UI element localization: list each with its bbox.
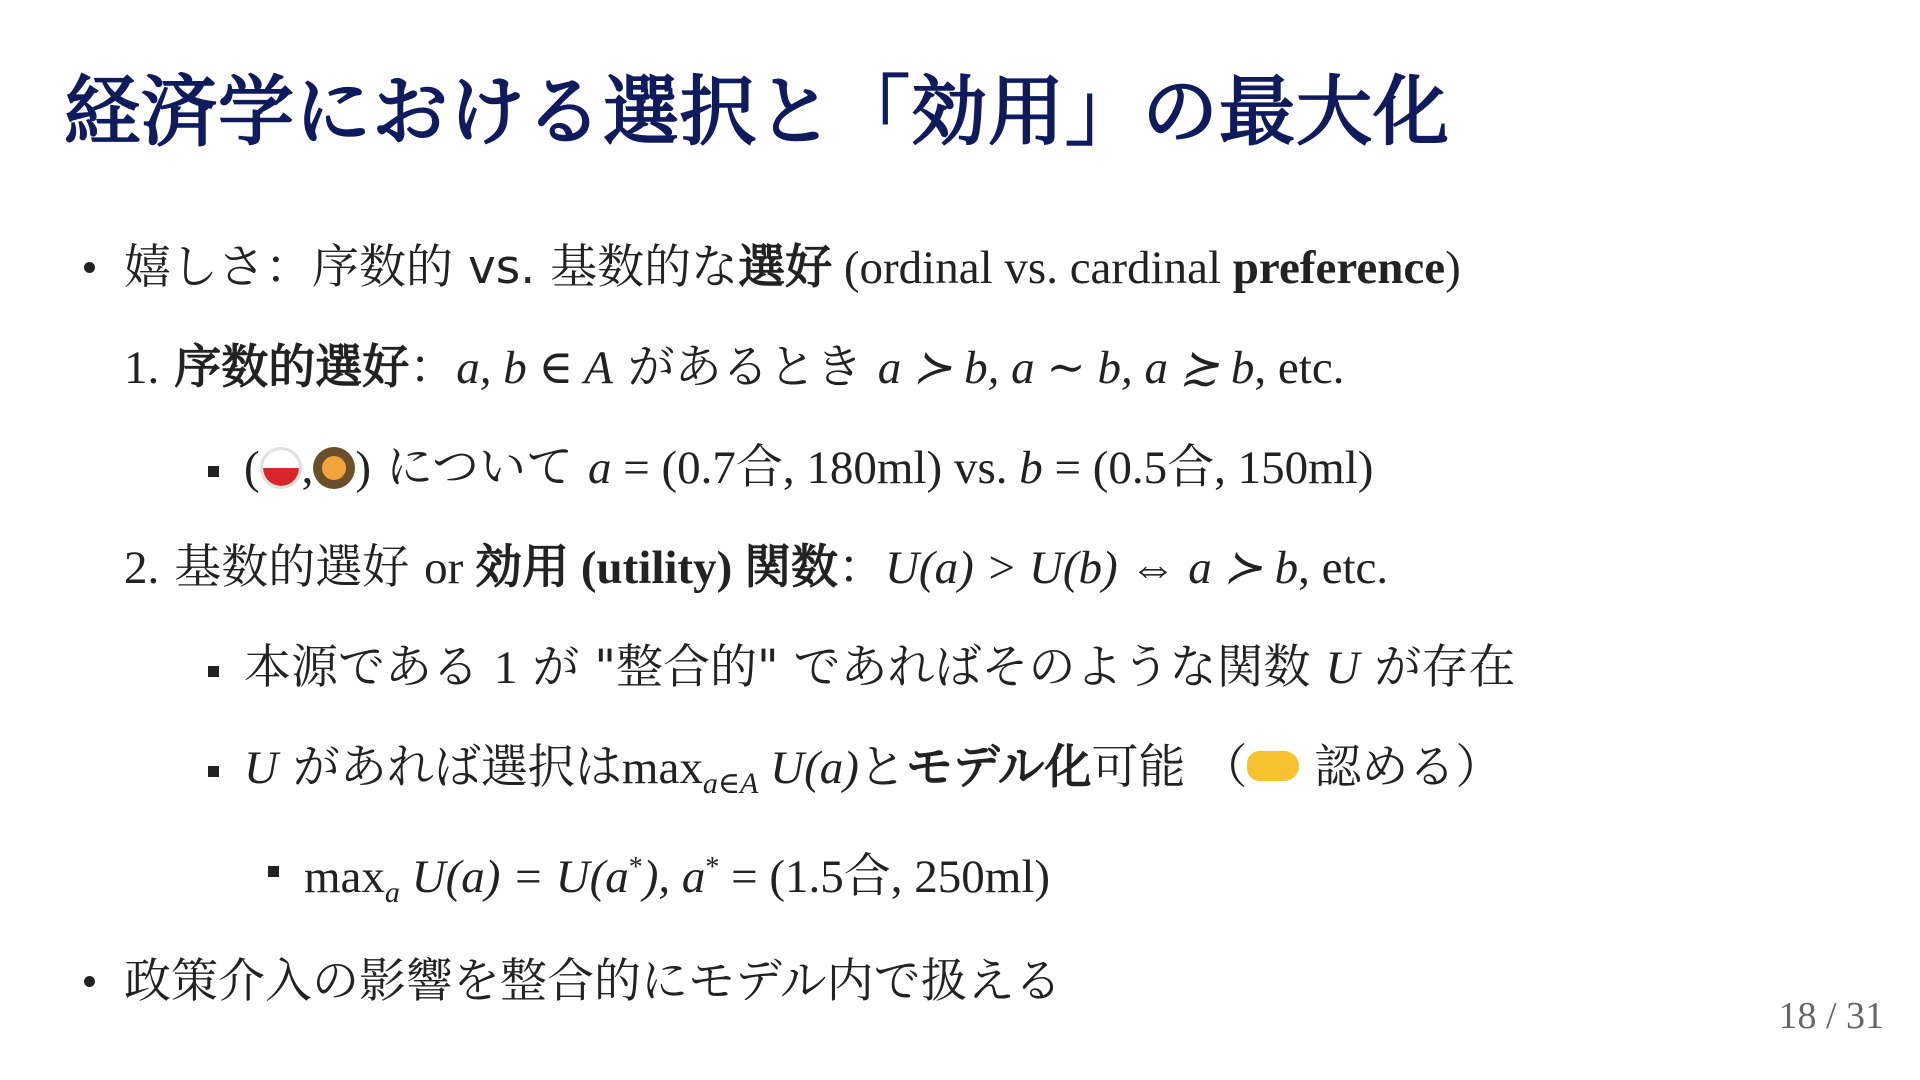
model-bold: モデル化 (905, 740, 1092, 795)
bullet-preference (124, 236, 1461, 300)
page-number: 18 / 31 (1778, 995, 1884, 1037)
utility-bold-jp: 効用 (475, 540, 570, 595)
ordinal-colon: ： (409, 340, 457, 395)
max-U: U (244, 742, 278, 794)
sub-optimum (304, 836, 1050, 925)
max-math: U(a) (758, 742, 859, 794)
paren-close: ) (355, 442, 372, 494)
slide-title: 経済学における選択と「効用」の最大化 (64, 67, 1450, 156)
max-text-4: 認める） (1299, 740, 1503, 795)
preference-bold: 選好 (738, 240, 833, 295)
cardinal-etc: , etc. (1298, 542, 1389, 594)
pointing-hand-icon (1247, 751, 1299, 781)
existence-text-2: が "整合的" であればそのような関数 (517, 640, 1326, 695)
preference-en-close: ) (1445, 242, 1461, 294)
sub-existence (244, 636, 1515, 700)
ordinal-jp: があるとき (612, 340, 878, 395)
sub-maximization (244, 736, 1502, 816)
opt-math-1: U(a) = U(a (399, 851, 629, 903)
max-text-3: 可能 （ (1091, 740, 1248, 795)
existence-one: 1 (493, 642, 518, 694)
max-subscript: a∈A (702, 767, 759, 800)
bullet-square (208, 666, 219, 677)
paella-icon (313, 447, 355, 489)
item-number-1: 1. (124, 342, 160, 394)
cardinal-or: or (424, 542, 476, 594)
existence-U: U (1325, 642, 1360, 694)
opt-max-sub: a (384, 876, 400, 909)
item-number-2: 2. (124, 542, 160, 594)
ordinal-math-relations: a ≻ b, a ∼ b, a ≿ b (877, 342, 1255, 394)
max-text-1: があれば選択は (277, 740, 622, 795)
preference-en-open: (ordinal vs. cardinal (832, 242, 1233, 294)
max-text-2: と (858, 740, 906, 795)
opt-star-1: * (628, 852, 643, 883)
opt-star-2: * (705, 852, 720, 883)
cardinal-colon: ： (837, 540, 885, 595)
bundle-a: = (0.7合, 180ml) vs. (611, 442, 1020, 494)
bundle-b: = (0.5合, 150ml) (1042, 442, 1374, 494)
ordinal-math-set: a, b ∈ A (456, 342, 613, 394)
item-ordinal (124, 336, 1344, 400)
max-operator: max (621, 742, 703, 794)
ordinal-bold: 序数的選好 (174, 340, 410, 395)
opt-bundle: = (1.5合, 250ml) (719, 851, 1051, 903)
bullet-policy: 政策介入の影響を整合的にモデル内で扱える (124, 954, 1062, 1009)
cardinal-jp: 基数的選好 (174, 540, 425, 595)
bullet-square (268, 866, 279, 877)
sub-rice-example (244, 436, 1373, 500)
item-cardinal (124, 536, 1388, 600)
opt-math-2: ), a (642, 851, 706, 903)
utility-bold-en: (utility) (569, 542, 744, 594)
bullet-square (208, 466, 219, 477)
ordinal-etc: , etc. (1254, 342, 1345, 394)
existence-text-3: が存在 (1359, 640, 1516, 695)
existence-text-1: 本源である (244, 640, 494, 695)
rice-bowl-icon (260, 447, 302, 489)
utility-math: U(a) > U(b) ⇔ a ≻ b (884, 542, 1299, 594)
paren-open: ( (244, 442, 260, 494)
opt-max: max (304, 851, 385, 903)
emoji-comma: , (301, 442, 314, 494)
preference-en-bold: preference (1232, 242, 1446, 294)
about-jp: について (371, 440, 589, 495)
bullet-square (208, 766, 219, 777)
math-b: b (1019, 442, 1043, 494)
function-bold: 関数 (743, 540, 838, 595)
preference-jp: 嬉しさ：序数的 vs. 基数的な (124, 240, 739, 295)
bullet-disc (84, 976, 95, 987)
math-a: a (588, 442, 612, 494)
bullet-disc (84, 262, 95, 273)
